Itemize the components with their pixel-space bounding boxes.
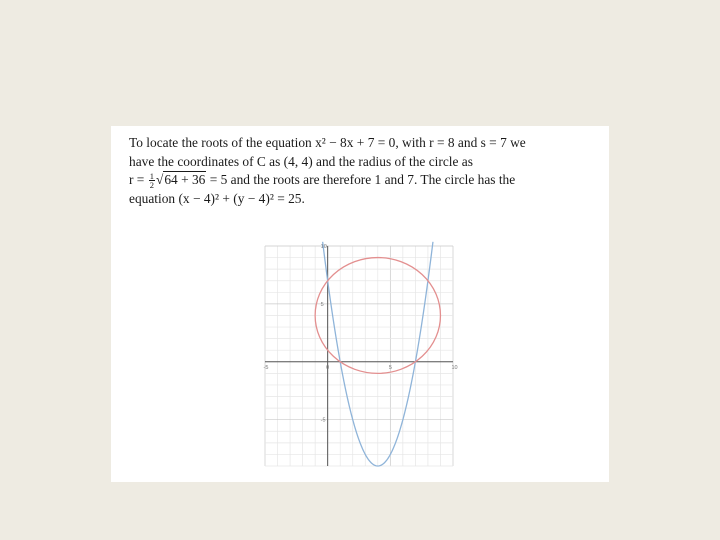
paragraph-line-3 (129, 171, 599, 190)
fraction-numerator: 1 (149, 170, 154, 181)
y-tick-label: 10 (320, 244, 327, 250)
explanation-paragraph (129, 134, 599, 208)
x-tick-label: -5 (263, 364, 269, 371)
paragraph-line-4: equation (x − 4)² + (y − 4)² = 25. (129, 190, 305, 206)
grid-lines (265, 246, 453, 466)
one-half-fraction (149, 172, 155, 190)
x-tick-label: 5 (388, 364, 392, 371)
y-tick-label: -5 (320, 417, 326, 424)
x-tick-label: 10 (451, 364, 458, 371)
radius-prefix: r = (129, 172, 148, 187)
function-graph (255, 236, 463, 476)
y-tick-label: 5 (320, 301, 324, 308)
paragraph-line-1: To locate the roots of the equation x² − 8x + 7 = 0, with r = 8 and s = 7 we (129, 135, 526, 150)
fraction-denominator: 2 (149, 180, 154, 191)
radius-suffix: = 5 and the roots are therefore 1 and 7. The circle has the (206, 172, 516, 187)
radicand: 64 + 36 (164, 172, 206, 187)
paragraph-line-2: have the coordinates of C as (4, 4) and the radius of the circle as (129, 153, 473, 169)
x-tick-label: 0 (326, 364, 330, 371)
square-root-sign: √ (155, 172, 164, 187)
axes (265, 246, 453, 466)
content-card (111, 126, 609, 482)
